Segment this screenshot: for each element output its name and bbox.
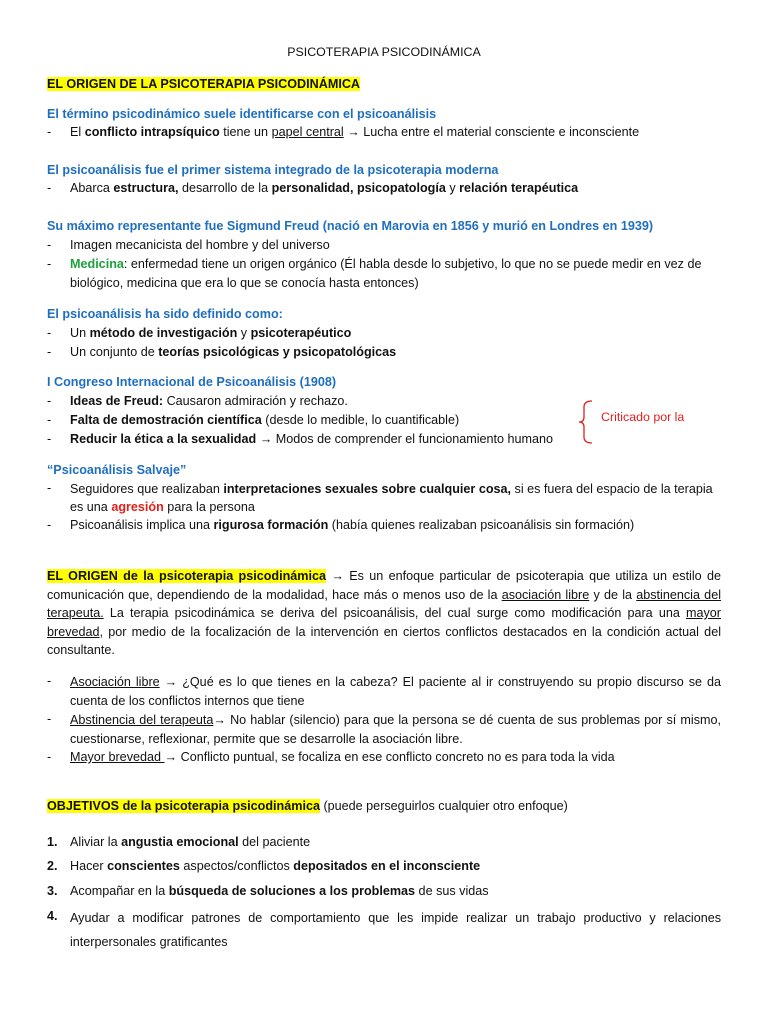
subheading-freud: Su máximo representante fue Sigmund Freud (nació en Marovia en 1856 y murió en Londres en 1939): [47, 219, 654, 233]
bullet-dash: -: [47, 481, 52, 495]
bullet-dash: -: [47, 257, 52, 271]
list-item: Aliviar la angustia emocional del paciente: [70, 835, 311, 849]
bullet-item: Asociación libre → ¿Qué es lo que tienes en la cabeza? El paciente al ir construyendo su propio discurso se da cuenta de los conflictos internos que tiene: [70, 675, 721, 708]
bullet-item: Seguidores que realizaban interpretaciones sexuales sobre cualquier cosa, si es fuera del espacio de la terapia: [70, 482, 713, 496]
bullet-item: Ideas de Freud: Causaron admiración y rechazo.: [70, 394, 348, 408]
bullet-item-continuation: es una agresión para la persona: [70, 500, 255, 514]
section-heading-origin: [47, 76, 360, 92]
bullet-dash: -: [47, 750, 52, 764]
bullet-item: Imagen mecanicista del hombre y del universo: [70, 238, 330, 252]
bullet-dash: -: [47, 432, 52, 446]
bullet-item: El conflicto intrapsíquico tiene un papel central → Lucha entre el material consciente e inconsciente: [70, 125, 640, 139]
criticized-note: Criticado por la: [601, 410, 685, 424]
bullet-dash: -: [47, 238, 52, 252]
subheading-wild-psychoanalysis: “Psicoanálisis Salvaje”: [47, 463, 187, 477]
section-heading-objectives: OBJETIVOS de la psicoterapia psicodinámica (puede perseguirlos cualquier otro enfoque): [47, 799, 568, 813]
highlighted-heading: EL ORIGEN de la psicoterapia psicodinámica: [47, 569, 327, 583]
subheading-first-system: El psicoanálisis fue el primer sistema integrado de la psicoterapia moderna: [47, 163, 499, 177]
bullet-item-continuation: biológico, medicina que era lo que se conocía hasta entonces): [70, 276, 419, 290]
list-number: 1.: [47, 835, 58, 849]
bullet-item: Abarca estructura, desarrollo de la personalidad, psicopatología y relación terapéutica: [70, 181, 579, 195]
bullet-item: Un conjunto de teorías psicológicas y psicopatológicas: [70, 345, 397, 359]
bullet-item: Reducir la ética a la sexualidad → Modos de comprender el funcionamiento humano: [70, 432, 554, 446]
bullet-dash: -: [47, 712, 52, 726]
red-brace-icon: [578, 399, 594, 445]
bullet-item: Abstinencia del terapeuta→ No hablar (silencio) para que la persona se dé cuenta de sus problemas por sí mismo, cuestionarse, reflexionar, permite que se desarrolle la asociación libre.: [70, 713, 721, 746]
subheading-congress: I Congreso Internacional de Psicoanálisis (1908): [47, 375, 337, 389]
origin-paragraph: EL ORIGEN de la psicoterapia psicodinámica → Es un enfoque particular de psicoterapia que utiliza un estilo de comunicación que, dependiendo de la modalidad, hace más o menos uso de la asociación libre y de la abstinencia del terapeuta. La terapia psicodinámica se deriva del psicoanálisis, del cual surge como modificación para una mayor brevedad, por medio de la focalización de la intervención en ciertos conflictos destacados en la condición actual del consultante.: [47, 569, 721, 657]
bullet-dash: -: [47, 394, 52, 408]
subheading-defined-as: El psicoanálisis ha sido definido como:: [47, 307, 283, 321]
list-item: Hacer conscientes aspectos/conflictos depositados en el inconsciente: [70, 859, 481, 873]
bullet-dash: -: [47, 326, 52, 340]
highlighted-heading: OBJETIVOS de la psicoterapia psicodinámica: [47, 799, 320, 813]
list-item: Ayudar a modificar patrones de comportamiento que les impide realizar un trabajo productivo y relaciones interpersonales gratificantes: [70, 911, 721, 949]
list-number: 3.: [47, 884, 58, 898]
list-number: 2.: [47, 859, 58, 873]
bullet-item: Un método de investigación y psicoterapéutico: [70, 326, 352, 340]
bullet-item: Psicoanálisis implica una rigurosa formación (había quienes realizaban psicoanálisis sin formación): [70, 518, 635, 532]
subheading-term: El término psicodinámico suele identificarse con el psicoanálisis: [47, 107, 437, 121]
bullet-dash: -: [47, 518, 52, 532]
list-item: Acompañar en la búsqueda de soluciones a los problemas de sus vidas: [70, 884, 489, 898]
list-number: 4.: [47, 909, 58, 923]
highlighted-heading: EL ORIGEN DE LA PSICOTERAPIA PSICODINÁMICA: [47, 77, 361, 91]
bullet-dash: -: [47, 181, 52, 195]
bullet-dash: -: [47, 413, 52, 427]
bullet-item: Medicina: enfermedad tiene un origen orgánico (Él habla desde lo subjetivo, lo que no se puede medir en vez de: [70, 257, 702, 271]
document-title: PSICOTERAPIA PSICODINÁMICA: [287, 45, 481, 59]
bullet-dash: -: [47, 125, 52, 139]
bullet-item: Falta de demostración científica (desde lo medible, lo cuantificable): [70, 413, 460, 427]
bullet-dash: -: [47, 345, 52, 359]
bullet-item: Mayor brevedad → Conflicto puntual, se focaliza en ese conflicto concreto no es para toda la vida: [70, 750, 615, 764]
bullet-dash: -: [47, 674, 52, 688]
